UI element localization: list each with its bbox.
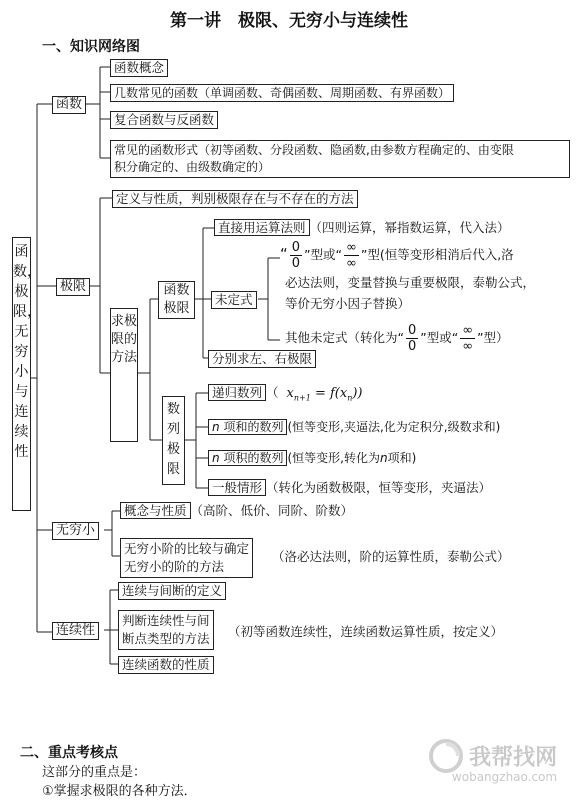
focus-intro: 这部分的重点是： bbox=[42, 765, 147, 780]
node-wuqiongxiao: 无穷小 bbox=[52, 522, 99, 540]
node-wqx-compare bbox=[120, 538, 253, 578]
nprod-n2: n bbox=[379, 451, 388, 465]
node-fenbie: 分别求左、右极限 bbox=[208, 350, 316, 368]
wqx-compare-line1: 无穷小阶的比较与确定 bbox=[124, 541, 250, 556]
hanshu-xingshi-line2: 积分确定的、由级数确定的） bbox=[114, 160, 271, 174]
other-pre: 其他未定式（转化为“ bbox=[285, 330, 404, 345]
nsum-n: n bbox=[212, 420, 220, 434]
formula-sub: n+1 bbox=[293, 393, 311, 403]
node-hanshu-changjian: 几数常见的函数（单调函数、奇偶函数、周期函数、有界函数） bbox=[110, 84, 454, 102]
section-heading-2: 二、重点考核点 bbox=[20, 745, 118, 761]
direct-rest: （四则运算，幂指数运算，代入法） bbox=[309, 220, 510, 235]
ud-line3: 等价无穷小因子替换） bbox=[285, 296, 411, 311]
node-lianxu: 连续性 bbox=[52, 622, 99, 640]
ud-line2: 必达法则，变量替换与重要极限，泰勒公式， bbox=[285, 275, 536, 290]
watermark-site: 我帮找网 bbox=[469, 745, 558, 771]
node-hanshu-gainian: 函数概念 bbox=[110, 59, 168, 77]
watermark-url: wobangzhao.com bbox=[451, 770, 558, 784]
watermark-logo-icon bbox=[428, 738, 464, 774]
fraction-inf-over-inf bbox=[460, 323, 475, 354]
node-hanshu-xingshi bbox=[110, 140, 570, 178]
section-heading-1: 一、知识网络图 bbox=[42, 39, 140, 55]
ud-tail: ”型(恒等变形相消后代入,洛 bbox=[360, 247, 514, 262]
hanshu-xingshi-line1: 常见的函数形式（初等函数、分段函数、隐函数,由参数方程确定的、由变限 bbox=[114, 143, 514, 157]
frac-den: 0 bbox=[407, 339, 417, 354]
node-digui bbox=[208, 385, 363, 407]
node-jixian: 极限 bbox=[56, 278, 90, 296]
frac-num: ∞ bbox=[462, 323, 474, 338]
lianxu-judge-line2: 断点类型的方法 bbox=[122, 631, 210, 646]
frac-den: ∞ bbox=[462, 339, 474, 354]
quote-open: “ bbox=[280, 245, 288, 263]
nsum-rest: (恒等变形,夹逼法,化为定积分,级数求和) bbox=[287, 420, 501, 434]
node-qiujixian-fangfa: 求极限的方法 bbox=[110, 308, 138, 442]
frac-den: ∞ bbox=[346, 256, 357, 271]
nprod-n: n bbox=[212, 451, 220, 465]
other-tail: ”型） bbox=[477, 330, 509, 345]
frac-num: 0 bbox=[407, 323, 417, 338]
nprod-rest: (恒等变形,转化为 bbox=[287, 451, 380, 465]
node-other-weidingshi bbox=[285, 323, 509, 354]
general-box: 一般情形 bbox=[208, 479, 266, 496]
ud-mid: ”型或“ bbox=[304, 247, 343, 262]
node-wqx-concept bbox=[120, 503, 353, 519]
root-node: 函数，极限，无穷小与连续性 bbox=[12, 237, 31, 511]
frac-num: ∞ bbox=[346, 240, 357, 255]
page-title: 第一讲 极限、无穷小与连续性 bbox=[170, 11, 408, 31]
other-mid: ”型或“ bbox=[420, 330, 459, 345]
lianxu-judge-rest: （初等函数连续性，连续函数运算性质，按定义） bbox=[228, 624, 504, 639]
lianxu-judge-line1: 判断连续性与间 bbox=[122, 613, 210, 628]
fraction-zero-over-zero bbox=[406, 323, 418, 354]
node-nprod bbox=[208, 450, 416, 466]
nprod-tail: 项和) bbox=[387, 451, 417, 465]
nsum-label: 项和的数列 bbox=[223, 420, 284, 434]
node-weidingshi: 未定式 bbox=[211, 291, 257, 309]
node-hanshu: 函数 bbox=[52, 96, 86, 114]
fraction-inf-over-inf bbox=[344, 240, 359, 271]
node-general bbox=[208, 480, 491, 496]
node-fuhe-fanhanshu: 复合函数与反函数 bbox=[110, 111, 218, 129]
node-shulie-jixian: 数列极限 bbox=[162, 396, 185, 485]
wqx-compare-rest: （洛必达法则，阶的运算性质，泰勒公式） bbox=[272, 549, 510, 564]
frac-num: 0 bbox=[291, 240, 301, 255]
formula-close: )) bbox=[352, 386, 363, 401]
digui-formula bbox=[287, 386, 363, 401]
formula-sub2: n bbox=[347, 393, 353, 403]
digui-box: 递归数列 bbox=[208, 384, 266, 401]
nsum-box bbox=[208, 419, 287, 435]
formula-x: x bbox=[286, 386, 294, 401]
watermark bbox=[428, 738, 557, 784]
digui-paren: （ bbox=[266, 385, 279, 400]
wqx-compare-line2: 无穷小的阶的方法 bbox=[124, 559, 225, 574]
wqx-concept-rest: （高阶、低价、同阶、阶数） bbox=[190, 503, 354, 518]
direct-box: 直接用运算法则 bbox=[214, 219, 310, 236]
node-weidingshi-detail bbox=[280, 240, 514, 271]
node-lianxu-def: 连续与间断的定义 bbox=[118, 582, 226, 600]
nprod-label: 项积的数列 bbox=[223, 451, 284, 465]
node-jixian-dingyi: 定义与性质，判别极限存在与不存在的方法 bbox=[112, 190, 358, 208]
focus-item-1: ①掌握求极限的各种方法． bbox=[42, 784, 197, 799]
node-direct bbox=[214, 220, 510, 236]
fraction-zero-over-zero bbox=[290, 240, 302, 271]
frac-den: 0 bbox=[291, 256, 301, 271]
formula-eq: = f(x bbox=[310, 386, 348, 401]
node-lianxu-judge bbox=[118, 610, 214, 650]
wqx-concept-box: 概念与性质 bbox=[120, 502, 191, 519]
general-rest: （转化为函数极限，恒等变形，夹逼法） bbox=[266, 480, 492, 495]
node-hanshu-jixian: 函数极限 bbox=[158, 281, 195, 319]
nprod-box bbox=[208, 450, 287, 466]
node-nsum bbox=[208, 419, 500, 435]
node-lianxu-prop: 连续函数的性质 bbox=[118, 656, 214, 674]
